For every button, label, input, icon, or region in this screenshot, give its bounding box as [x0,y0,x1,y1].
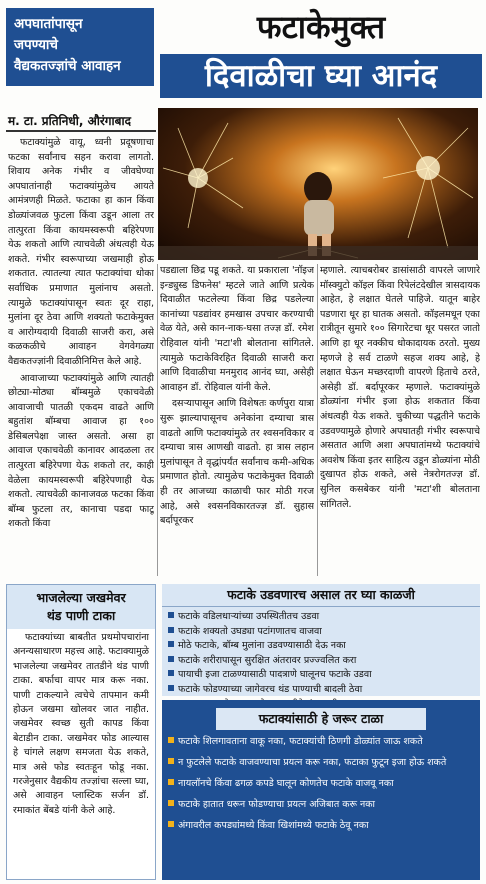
first-aid-box [6,584,156,880]
first-aid-title-line-1: भाजलेल्या जखमेवर [36,590,126,605]
article-column-2 [160,264,314,576]
kicker-line-3: वैद्यकतज्ज्ञांचे आवाहन [14,58,121,74]
square-bullet-icon [168,612,174,618]
square-bullet-icon [168,821,174,827]
square-bullet-icon [168,758,174,764]
square-bullet-icon [168,670,174,676]
list-item: फटाके हातात धरून फोडण्याचा प्रयत्न अजिबात करू नका [168,797,474,812]
avoid-box-title: फटाक्यांसाठी हे जरूर टाळा [216,708,426,730]
precautions-box-title: फटाके उडवणारच असाल तर घ्या काळजी [162,584,480,607]
list-item: नायलॉनचे किंवा ढगळ कपडे घालून कोणतेच फटाके वाजवू नका [168,776,474,791]
first-aid-title-line-2: थंड पाणी टाका [46,608,116,623]
headline-line-2: दिवाळीचा घ्या आनंद [160,54,482,98]
square-bullet-icon [168,800,174,806]
precautions-box [162,584,480,696]
list-item: फटाके फोडण्याच्या जागेवरच थंड पाण्याची बादली ठेवा [168,683,474,698]
article-paragraph: आवाजाच्या फटाक्यांमुळे आणि त्यातही छोट्या-मोठ्या बॉम्बमुळे एकाचवेळी आवाजाची पातळी एकदम वाढते आणि बहुतांश बॉम्बचा आवाज हा १०० डेसिबलपेक्षा जास्त असतो. असा हा आवाज एकाचवेळी कानावर आदळला तर तात्पुरता बहिरेपणा येऊ शकतो तर, काही वेळेला कायमस्वरूपी बहिरेपणाही येऊ शकतो. त्याचवेळी कानाजवळ फटका किंवा बॉम्ब फुटला तर, कानाचा पडदा फाटू शकतो किंवा [8,372,154,530]
article-paragraph: म्हणाले. त्याचबरोबर डासांसाठी वापरले जाणारे मॉस्क्युटो कॉइल किंवा रिपेलंटदेखील त्रासदायक आहेत, हे लक्षात घेतले पाहिजे. यातून बाहेर पडणारा धूर हा घातक असतो. कॉइलमधून एका रात्रीतून सुमारे १०० सिगारेटचा धूर पसरत जातो आणि हा धूर नक्कीच धोकादायक ठरतो. मुख्य म्हणजे हे सर्व टाळणे सहज शक्य आहे, हे लक्षात घेऊन मच्छरदाणी वापरणे हिताचे ठरते, असेही डॉ. बर्दापूरकर म्हणाले. फटाक्यांमुळे डोळ्यांना गंभीर इजा होऊ शकतात किंवा अंधत्वही येऊ शकते. चुकीच्या पद्धतीने फटाके उडवण्यामुळे होणारे अपघातही गंभीर स्वरूपाचे असतात आणि अशा अपघातांमध्ये फटाक्यांचे अवशेष किंवा इतर साहित्य उडून डोळ्यांना मोठी दुखापत होऊ शकते, असे नेत्ररोगतज्ज्ञ डॉ. सुनिल कसबेकर यांनी 'मटा'शी बोलताना सांगितले. [320,265,480,510]
article-column-1 [8,136,154,576]
list-item: फटाके शक्यतो उघड्या पटांगणातच वाजवा [168,625,474,640]
first-aid-paragraph: फटाक्यांच्या बाबतीत प्रथमोपचारांना अनन्यसाधारण महत्त्व आहे. फटाक्यामुळे भाजलेल्या जखमेवर तातडीने थंड पाणी टाका. बर्फाचा वापर मात्र करू नका. पाणी टाकल्याने त्वचेचे तापमान कमी होऊन जखमा खोलवर जात नाहीत. जखमेवर स्वच्छ सुती कापड किंवा बेटाडीन टाका. जखमेवर फोड आल्यास हे चांगले लक्षण समजता येऊ शकते, मात्र असे फोड स्वतःहून फोडू नका. गरजेनुसार वैद्यकीय तज्ज्ञांचा सल्ला घ्या, असे आवाहन प्लास्टिक सर्जन डॉ. रमाकांत बेंबडे यांनी केले आहे. [13,632,149,816]
list-item: पायाची इजा टाळण्यासाठी पादत्राणे घालूनच फटाके उडवा [168,668,474,683]
first-aid-box-body [7,629,155,820]
first-aid-box-title [7,585,155,629]
article-paragraph: दसऱ्यापासून आणि विशेषतः कर्णपुरा यात्रा सुरू झाल्यापासूनच अनेकांना दम्याचा त्रास वाढतो आणि फटाक्यांमुळे तर श्वसनविकार व दम्याचा त्रास आणखी वाढतो. हा त्रास लहान मुलांपासून ते वृद्धांपर्यंत सर्वांनाच कमी-अधिक प्रमाणात होतो. त्यामुळेच फटाकेमुक्त दिवाळी ही तर आजच्या काळाची फार मोठी गरज आहे, असे श्वसनविकारतज्ज्ञ डॉ. सुहास बर्दापूरकर [160,398,314,527]
square-bullet-icon [168,641,174,647]
kicker-line-2: जपण्याचे [14,37,58,53]
list-item: फटाके वडिलधाऱ्यांच्या उपस्थितीतच उडवा [168,610,474,625]
precautions-list [162,610,480,712]
column-divider [317,264,318,576]
list-item: अंगावरील कपड्यांमध्ये किंवा खिशांमध्ये फटाके ठेवू नका [168,818,474,833]
avoid-box [162,700,480,880]
kicker-line-1: अपघातांपासून [14,16,83,32]
column-divider [157,264,158,576]
square-bullet-icon [168,627,174,633]
square-bullet-icon [168,685,174,691]
headline-line-1: फटाकेमुक्त [256,8,386,46]
list-item: मोठे फटाके, बॉम्ब मुलांना उडवण्यासाठी देऊ नका [168,639,474,654]
article-paragraph: फटाक्यांमुळे वायू, ध्वनी प्रदूषणाचा फटका सर्वांनाच सहन करावा लागतो. शिवाय अनेक गंभीर व जीवघेण्या अपघातांनाही फटाक्यांमुळेच आयते आमंत्रणही मिळते. फटाका हा कान किंवा डोळ्यांजवळ फुटला किंवा उडून आला तर तात्पुरता किंवा कायमस्वरूपी बहिरेपणा येऊ शकतो आणि त्याचवेळी अंधत्वही येऊ शकते. गंभीर स्वरूपाच्या जखमाही होऊ शकतात. त्यातल्या त्यात फटाक्यांचा धोका सर्वाधिक प्रमाणात मुलांनाच असतो. त्यामुळे फटाक्यांपासून स्वतः दूर राहा, मुलांना दूर ठेवा आणि शक्यतो फटाकेमुक्त व आरोग्यदायी दिवाळी साजरी करा, असे कळकळीचे आवाहन वेगवेगळ्या वैद्यकतज्ज्ञांनी दिवाळीनिमित्त केले आहे. [8,137,154,367]
square-bullet-icon [168,656,174,662]
list-item: फटाके शरीरापासून सुरक्षित अंतरावर प्रज्ज्वलित करा [168,654,474,669]
avoid-list [162,734,480,833]
kicker-box [6,8,154,86]
sparkler-photo-illustration [158,108,478,260]
list-item: न फुटलेले फटाके वाजवण्याचा प्रयत्न करू नका, फटाका फुटून इजा होऊ शकते [168,755,474,770]
article-column-3 [320,264,480,576]
child-playing-with-sparklers-photo [158,108,478,260]
square-bullet-icon [168,737,174,743]
list-item: फटाके शिलगावताना वाकू नका, फटाक्यांची ठिणगी डोळ्यांत जाऊ शकते [168,734,474,749]
headline [160,6,482,98]
article-paragraph: पडद्याला छिद्र पडू शकते. या प्रकाराला 'नॉइज इन्ड्युस्ड डिफनेस' म्हटले जाते आणि प्रत्येक दिवाळीत फटलेल्या किंवा छिद्र पडलेल्या कानांच्या पडद्यांवर हमखास उपचार करण्याची वेळ येते, असे कान-नाक-घसा तज्ज्ञ डॉ. रमेश रोहिवाल यांनी 'मटा'शी बोलताना सांगितले. त्यामुळे फटाकेविरहित दिवाळी साजरी करा आणि दिवाळीचा मनमुराद आनंद घ्या, असेही आवाहन डॉ. रोहिवाल यांनी केले. [160,265,314,393]
byline-rule [6,130,156,132]
byline: म. टा. प्रतिनिधी, औरंगाबाद [8,114,131,128]
square-bullet-icon [168,779,174,785]
